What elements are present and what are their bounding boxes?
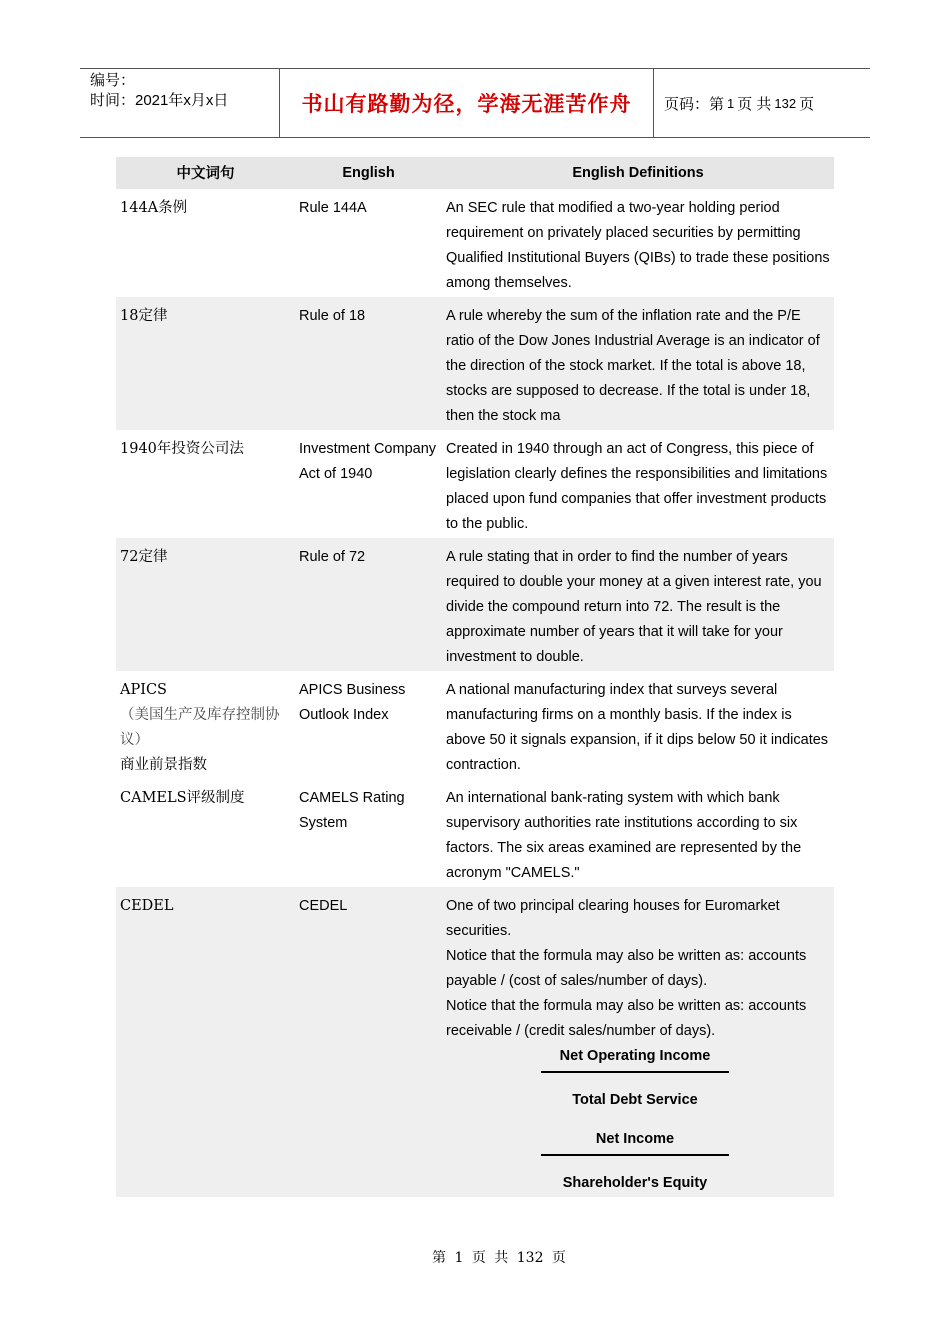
term-english: Rule of 18 xyxy=(295,297,442,430)
table-row xyxy=(116,887,834,1197)
term-definition: A rule stating that in order to find the number of years required to double your money at a given interest rate, you divide the compound return into 72. The result is the approximate number of years that it will take for your investment to double. xyxy=(442,538,834,671)
header-motto: 书山有路勤为径，学海无涯苦作舟 xyxy=(280,69,654,137)
term-chinese-line: 商业前景指数 xyxy=(120,757,207,773)
term-english: APICS Business Outlook Index xyxy=(299,682,406,723)
definition-paragraph: Notice that the formula may also be written as: accounts receivable / (credit sales/number of days). xyxy=(446,998,807,1039)
term-english: CAMELS Rating System xyxy=(299,790,405,831)
page-total: 132 xyxy=(774,95,797,111)
formula-fraction xyxy=(440,1127,830,1196)
table-row xyxy=(116,189,834,297)
formula-denominator: Shareholder's Equity xyxy=(562,1175,708,1191)
term-english: Rule 144A xyxy=(299,200,367,216)
code-label: 编号： xyxy=(90,72,136,89)
column-header-chinese: 中文词句 xyxy=(116,157,295,189)
term-chinese: CEDEL xyxy=(116,887,295,1197)
term-chinese: 1940年投资公司法 xyxy=(120,441,244,457)
table-row xyxy=(116,779,834,887)
formula-numerator: Net Income xyxy=(595,1131,675,1147)
header-page-info xyxy=(654,69,870,137)
term-definition: A national manufacturing index that surveys several manufacturing firms on a monthly basis. If the index is above 50 it signals expansion, if it dips below 50 it indicates contraction. xyxy=(446,682,829,773)
formula-numerator: Net Operating Income xyxy=(559,1048,711,1064)
term-chinese: 144A条例 xyxy=(120,200,188,216)
table-row xyxy=(116,430,834,538)
table-header-row xyxy=(116,157,834,189)
term-chinese-line: （美国生产及库存控制协议） xyxy=(120,707,280,748)
column-header-english: English xyxy=(295,157,442,189)
term-chinese-line: APICS xyxy=(120,682,167,698)
term-chinese xyxy=(116,671,295,779)
header-meta xyxy=(80,69,280,137)
page-footer: 第 1 页 共 132 页 xyxy=(432,1250,566,1266)
glossary-table xyxy=(116,157,834,1197)
table-row xyxy=(116,538,834,671)
term-definition: A rule whereby the sum of the inflation rate and the P/E ratio of the Dow Jones Industrial Average is an indicator of the direction of the stock market. If the total is above 18, stocks are supposed to decrease. If the total is under 18, then the stock ma xyxy=(442,297,834,430)
term-definition: An international bank-rating system with which bank supervisory authorities rate institutions according to six factors. The six areas examined are represented by the acronym "CAMELS." xyxy=(446,790,802,881)
page-mid: 页 共 xyxy=(737,95,772,113)
formula-denominator: Total Debt Service xyxy=(572,1092,698,1108)
page-number: 1 xyxy=(727,95,735,111)
fraction-bar xyxy=(541,1154,729,1156)
definition-paragraph: One of two principal clearing houses for Euromarket securities. xyxy=(446,898,780,939)
term-chinese: 18定律 xyxy=(116,297,295,430)
term-definition xyxy=(442,887,834,1197)
table-row xyxy=(116,297,834,430)
page-suffix: 页 xyxy=(799,95,815,113)
date-label: 时间：2021年x月x日 xyxy=(90,92,229,109)
term-chinese: 72定律 xyxy=(116,538,295,671)
term-english: CEDEL xyxy=(295,887,442,1197)
definition-paragraph: Notice that the formula may also be written as: accounts payable / (cost of sales/number of days). xyxy=(446,948,807,989)
fraction-bar xyxy=(541,1071,729,1073)
term-definition: An SEC rule that modified a two-year holding period requirement on privately placed securities by permitting Qualified Institutional Buyers (QIBs) to trade these positions among themselves. xyxy=(446,200,830,291)
formula-fraction xyxy=(440,1044,830,1113)
column-header-definitions: English Definitions xyxy=(442,157,834,189)
term-english: Rule of 72 xyxy=(295,538,442,671)
table-row xyxy=(116,671,834,779)
page-header xyxy=(80,68,870,138)
term-definition: Created in 1940 through an act of Congress, this piece of legislation clearly defines the responsibilities and limitations placed upon fund companies that offer investment products to the public. xyxy=(446,441,828,532)
page-prefix: 页码：第 xyxy=(664,95,725,113)
term-english: Investment Company Act of 1940 xyxy=(299,441,437,482)
term-chinese: CAMELS评级制度 xyxy=(120,790,245,806)
